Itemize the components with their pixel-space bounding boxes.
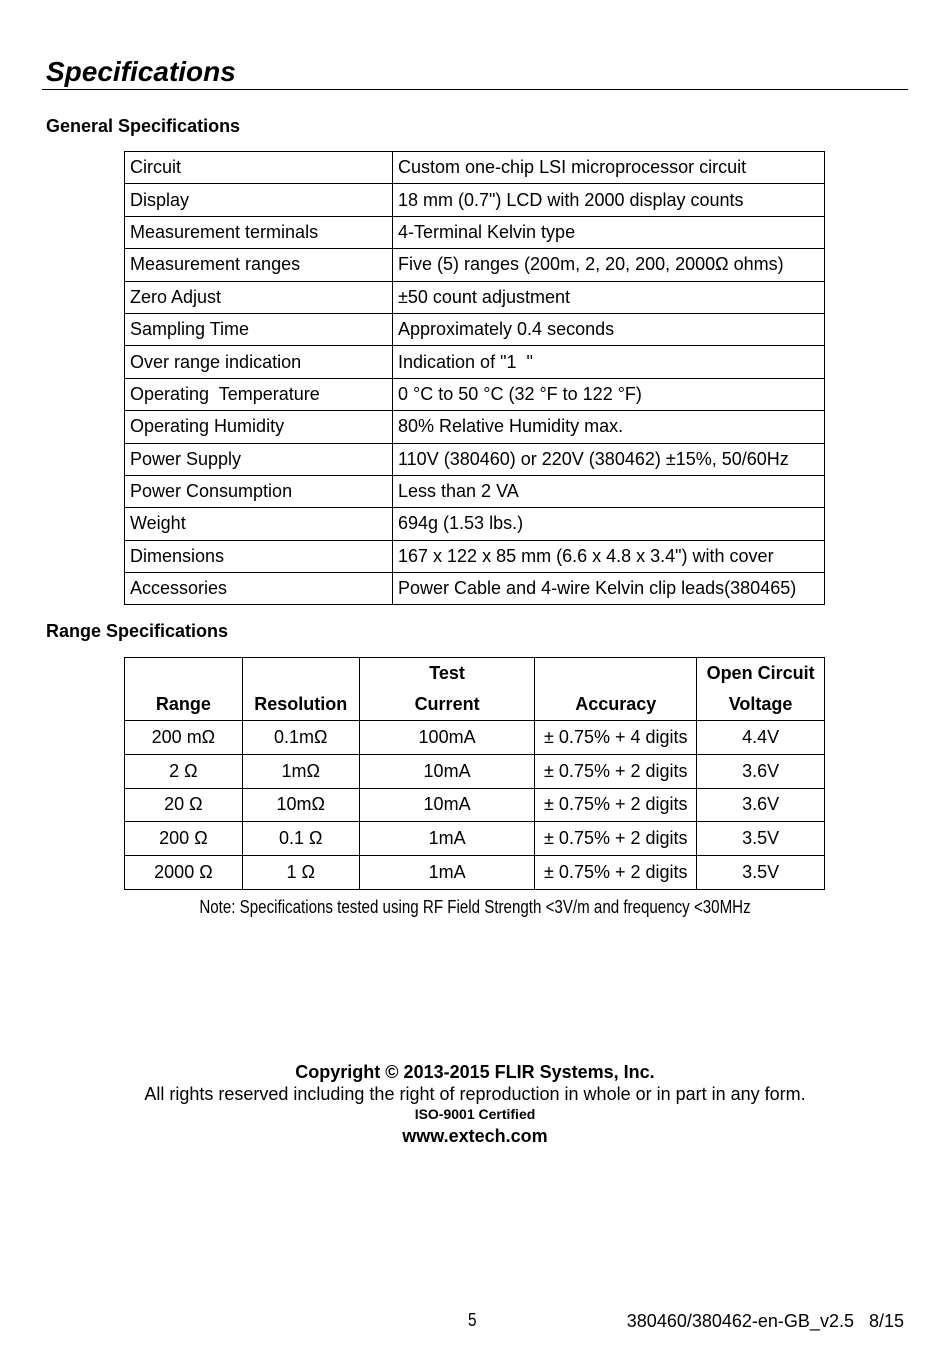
table-row — [125, 152, 825, 184]
spec-label: Over range indication — [125, 346, 393, 378]
table-row — [125, 540, 825, 572]
page-number: 5 — [468, 1310, 477, 1330]
spec-value: Custom one-chip LSI microprocessor circuit — [393, 152, 825, 184]
test-current-cell: 1mA — [359, 856, 535, 890]
range-cell: 200 mΩ — [125, 721, 243, 755]
accuracy-cell: ± 0.75% + 2 digits — [535, 856, 697, 890]
spec-label: Sampling Time — [125, 313, 393, 345]
page-title: Specifications — [46, 56, 236, 87]
range-cell: 20 Ω — [125, 788, 243, 822]
column-header-resolution: Resolution — [242, 658, 359, 721]
spec-label: Measurement ranges — [125, 249, 393, 281]
range-cell: 2000 Ω — [125, 856, 243, 890]
spec-label: Operating Humidity — [125, 411, 393, 443]
spec-value: Approximately 0.4 seconds — [393, 313, 825, 345]
table-row — [125, 822, 825, 856]
column-header-test-current — [359, 658, 535, 721]
resolution-cell: 10mΩ — [242, 788, 359, 822]
table-header-row — [125, 658, 825, 721]
spec-value: Indication of "1 " — [393, 346, 825, 378]
test-current-cell: 10mA — [359, 788, 535, 822]
spec-value: 18 mm (0.7") LCD with 2000 display counts — [393, 184, 825, 216]
spec-label: Dimensions — [125, 540, 393, 572]
range-specifications-heading: Range Specifications — [46, 621, 229, 641]
accuracy-cell: ± 0.75% + 4 digits — [535, 721, 697, 755]
voltage-cell: 3.6V — [697, 754, 825, 788]
table-row — [125, 281, 825, 313]
table-row — [125, 788, 825, 822]
header-line: Current — [414, 694, 480, 714]
table-row — [125, 346, 825, 378]
column-header-open-circuit-voltage — [697, 658, 825, 721]
header-line: Test — [429, 663, 465, 683]
table-row — [125, 184, 825, 216]
test-current-cell: 1mA — [359, 822, 535, 856]
accuracy-cell: ± 0.75% + 2 digits — [535, 822, 697, 856]
table-row — [125, 313, 825, 345]
accuracy-cell: ± 0.75% + 2 digits — [535, 754, 697, 788]
table-row — [125, 856, 825, 890]
spec-label: Circuit — [125, 152, 393, 184]
spec-value: Power Cable and 4-wire Kelvin clip leads(380465) — [393, 573, 825, 605]
rights-notice: All rights reserved including the right of reproduction in whole or in part in any form. — [144, 1084, 806, 1104]
website-text: www.extech.com — [402, 1126, 548, 1146]
voltage-cell: 4.4V — [697, 721, 825, 755]
range-cell: 2 Ω — [125, 754, 243, 788]
voltage-cell: 3.6V — [697, 788, 825, 822]
header-line: Voltage — [728, 694, 793, 714]
column-header-accuracy: Accuracy — [535, 658, 697, 721]
range-cell: 200 Ω — [125, 822, 243, 856]
voltage-cell: 3.5V — [697, 822, 825, 856]
iso-certification: ISO-9001 Certified — [414, 1106, 536, 1122]
test-current-cell: 100mA — [359, 721, 535, 755]
table-row — [125, 754, 825, 788]
spec-value: 80% Relative Humidity max. — [393, 411, 825, 443]
voltage-cell: 3.5V — [697, 856, 825, 890]
spec-label: Power Supply — [125, 443, 393, 475]
resolution-cell: 0.1mΩ — [242, 721, 359, 755]
spec-value: Less than 2 VA — [393, 475, 825, 507]
table-row — [125, 378, 825, 410]
spec-value: 0 °C to 50 °C (32 °F to 122 °F) — [393, 378, 825, 410]
header-line: Open Circuit — [706, 663, 815, 683]
accuracy-cell: ± 0.75% + 2 digits — [535, 788, 697, 822]
range-specifications-table — [124, 657, 825, 890]
document-id: 380460/380462-en-GB_v2.5 8/15 — [626, 1311, 904, 1331]
resolution-cell: 1 Ω — [242, 856, 359, 890]
table-row — [125, 721, 825, 755]
table-row — [125, 475, 825, 507]
spec-value: 694g (1.53 lbs.) — [393, 508, 825, 540]
table-row — [125, 508, 825, 540]
general-specifications-table — [124, 151, 825, 605]
spec-value: 110V (380460) or 220V (380462) ±15%, 50/60Hz — [393, 443, 825, 475]
spec-label: Power Consumption — [125, 475, 393, 507]
spec-label: Zero Adjust — [125, 281, 393, 313]
spec-label: Operating Temperature — [125, 378, 393, 410]
spec-value: 4-Terminal Kelvin type — [393, 216, 825, 248]
spec-label: Measurement terminals — [125, 216, 393, 248]
spec-label: Weight — [125, 508, 393, 540]
resolution-cell: 0.1 Ω — [242, 822, 359, 856]
table-row — [125, 411, 825, 443]
table-row — [125, 443, 825, 475]
table-row — [125, 249, 825, 281]
title-rule — [42, 89, 908, 90]
column-header-range: Range — [125, 658, 243, 721]
spec-label: Accessories — [125, 573, 393, 605]
table-row — [125, 573, 825, 605]
spec-label: Display — [125, 184, 393, 216]
test-note: Note: Specifications tested using RF Field Strength <3V/m and frequency <30MHz — [199, 897, 751, 917]
spec-value: 167 x 122 x 85 mm (6.6 x 4.8 x 3.4") with cover — [393, 540, 825, 572]
table-row — [125, 216, 825, 248]
test-current-cell: 10mA — [359, 754, 535, 788]
spec-value: Five (5) ranges (200m, 2, 20, 200, 2000Ω ohms) — [393, 249, 825, 281]
spec-value: ±50 count adjustment — [393, 281, 825, 313]
general-specifications-heading: General Specifications — [46, 116, 241, 136]
resolution-cell: 1mΩ — [242, 754, 359, 788]
copyright-notice: Copyright © 2013-2015 FLIR Systems, Inc. — [295, 1062, 655, 1082]
